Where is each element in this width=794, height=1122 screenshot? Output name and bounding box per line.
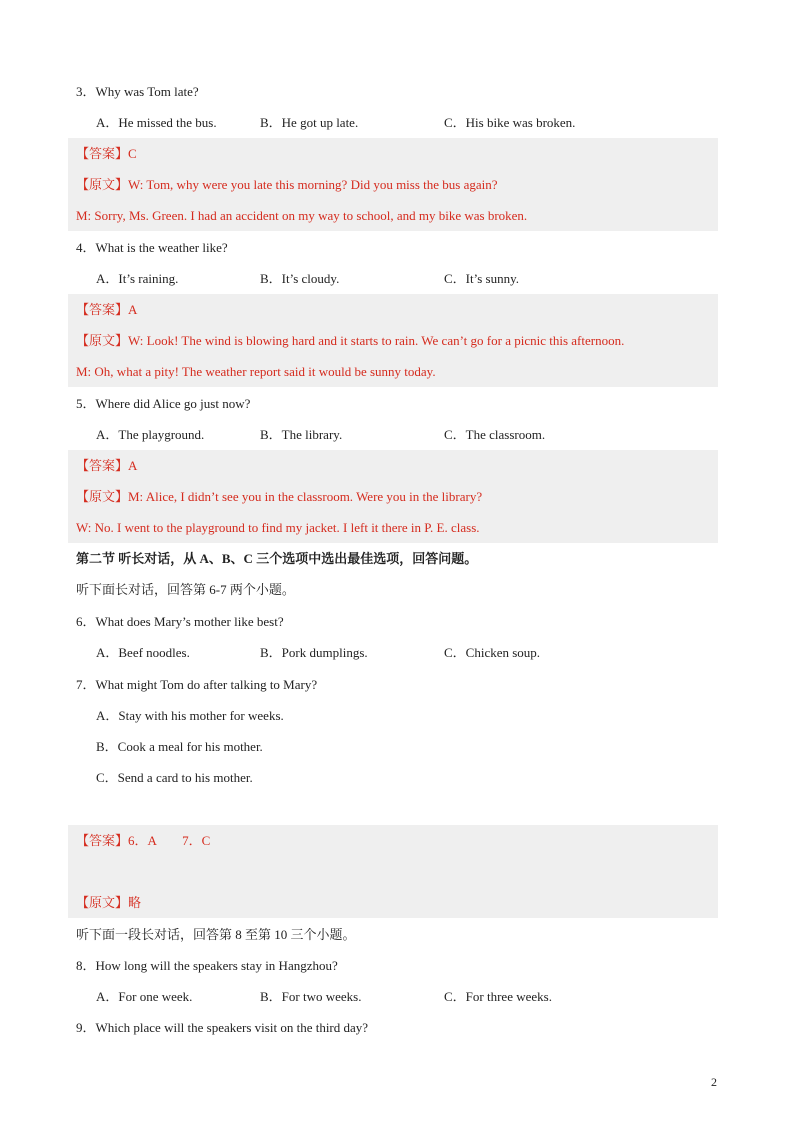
q3-option-c: C．His bike was broken. [444, 115, 576, 130]
q7-option-a: A．Stay with his mother for weeks. [96, 708, 284, 723]
q4-option-b: B．It’s cloudy. [260, 271, 340, 286]
q6-option-b: B．Pork dumplings. [260, 645, 368, 660]
question-5: 5．Where did Alice go just now? [76, 396, 251, 411]
q5-option-a: A．The playground. [96, 427, 205, 442]
q6-7-transcript: 【原文】略 [76, 895, 142, 910]
q5-option-c: C．The classroom. [444, 427, 546, 442]
q8-option-a: A．For one week. [96, 989, 193, 1004]
q4-transcript-line-1: 【原文】W: Look! The wind is blowing hard and it starts to rain. We can’t go for a picnic this afternoon. [76, 333, 625, 348]
q4-answer: 【答案】A [76, 302, 138, 317]
q5-option-b: B．The library. [260, 427, 343, 442]
question-4: 4．What is the weather like? [76, 240, 228, 255]
question-8: 8．How long will the speakers stay in Hangzhou? [76, 958, 338, 973]
q5-transcript-line-1: 【原文】M: Alice, I didn’t see you in the classroom. Were you in the library? [76, 489, 483, 504]
q5-answer: 【答案】A [76, 458, 138, 473]
question-3: 3．Why was Tom late? [76, 84, 199, 99]
q6-option-a: A．Beef noodles. [96, 645, 190, 660]
question-7: 7．What might Tom do after talking to Mary? [76, 677, 318, 692]
page-number: 2 [711, 1075, 717, 1089]
section-2-title: 第二节 听长对话，从 A、B、C 三个选项中选出最佳选项，回答问题。 [76, 551, 478, 566]
q7-option-b: B．Cook a meal for his mother. [96, 739, 263, 754]
long-dialogue-intro: 听下面一段长对话，回答第 8 至第 10 三个小题。 [76, 927, 356, 942]
q3-option-b: B．He got up late. [260, 115, 359, 130]
q4-option-a: A．It’s raining. [96, 271, 179, 286]
q3-option-a: A．He missed the bus. [96, 115, 217, 130]
question-9: 9．Which place will the speakers visit on the third day? [76, 1020, 369, 1035]
q8-option-c: C．For three weeks. [444, 989, 552, 1004]
section-2-intro: 听下面长对话，回答第 6-7 两个小题。 [76, 582, 295, 597]
q3-answer: 【答案】C [76, 146, 137, 161]
q6-option-c: C．Chicken soup. [444, 645, 541, 660]
q4-transcript-line-2: M: Oh, what a pity! The weather report said it would be sunny today. [76, 364, 436, 379]
q7-option-c: C．Send a card to his mother. [96, 770, 253, 785]
q3-transcript-line-2: M: Sorry, Ms. Green. I had an accident on my way to school, and my bike was broken. [76, 208, 528, 223]
q3-transcript-line-1: 【原文】W: Tom, why were you late this morning? Did you miss the bus again? [76, 177, 498, 192]
question-6: 6．What does Mary’s mother like best? [76, 614, 284, 629]
q4-option-c: C．It’s sunny. [444, 271, 519, 286]
q6-7-answer: 【答案】6．A 7．C [76, 833, 211, 848]
q5-transcript-line-2: W: No. I went to the playground to find my jacket. I left it there in P. E. class. [76, 520, 480, 535]
q8-option-b: B．For two weeks. [260, 989, 362, 1004]
